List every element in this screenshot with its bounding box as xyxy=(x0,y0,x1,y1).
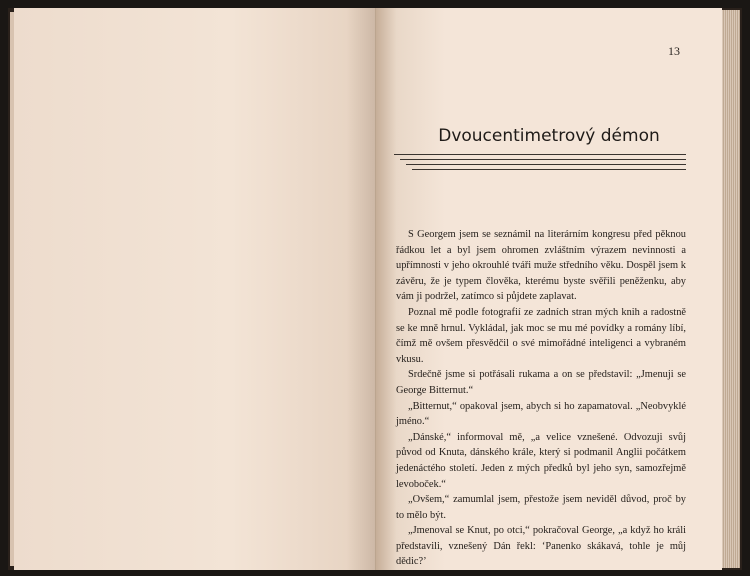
title-rule xyxy=(400,159,686,160)
paragraph: „Ovšem,“ zamumlal jsem, přestože jsem neviděl důvod, proč by to mělo být. xyxy=(396,494,686,521)
left-page-blank xyxy=(14,8,376,570)
title-rule xyxy=(406,164,686,165)
page-number: 13 xyxy=(668,44,680,58)
right-page-edges xyxy=(722,10,740,568)
open-book xyxy=(8,8,742,570)
body-text xyxy=(396,227,686,570)
paragraph: „Jmenoval se Knut, po otci,“ pokračoval George, „a když ho králi představili, vznešený Dán řekl: ‘Panenko skákavá, tohle je můj dědic?’ xyxy=(396,525,686,568)
title-rules xyxy=(394,154,686,174)
paragraph: S Georgem jsem se seznámil na literárním kongresu před pěknou řádkou let a byl jsem ohromen zvláštním výrazem nevinnosti a upřímnosti v jeho okrouhlé tváři muže středního věku. Dospěl jsem k závěru, že je typem člověka, kterému byste svěřili peněženku, aby vám ji podržel, zatímco si půjdete zaplavat. xyxy=(396,229,686,303)
paragraph: „Dánské,“ informoval mě, „a velice vznešené. Odvozuji svůj původ od Knuta, dánského krále, který si podmanil Anglii počátkem jedenáctého století. Jeden z mých předků byl jeho syn, samozřejmě levoboček.“ xyxy=(396,431,686,490)
title-rule xyxy=(394,154,686,155)
paragraph: Srdečně jsme si potřásali rukama a on se představil: „Jmenuji se George Bitternut.“ xyxy=(396,369,686,396)
title-rule xyxy=(412,169,686,170)
chapter-title: Dvoucentimetrový démon xyxy=(438,126,660,146)
right-page xyxy=(376,8,722,570)
paragraph: „Bitternut,“ opakoval jsem, abych si ho zapamatoval. „Neobvyklé jméno.“ xyxy=(396,400,686,428)
paragraph: Poznal mě podle fotografií ze zadních stran mých knih a radostně se ke mně hrnul. Vykládal, jak moc se mu mé povídky a romány líbí, čímž mě ovšem přesvědčil o své mimořádné inteligenci a vybraném vkusu. xyxy=(396,306,686,365)
